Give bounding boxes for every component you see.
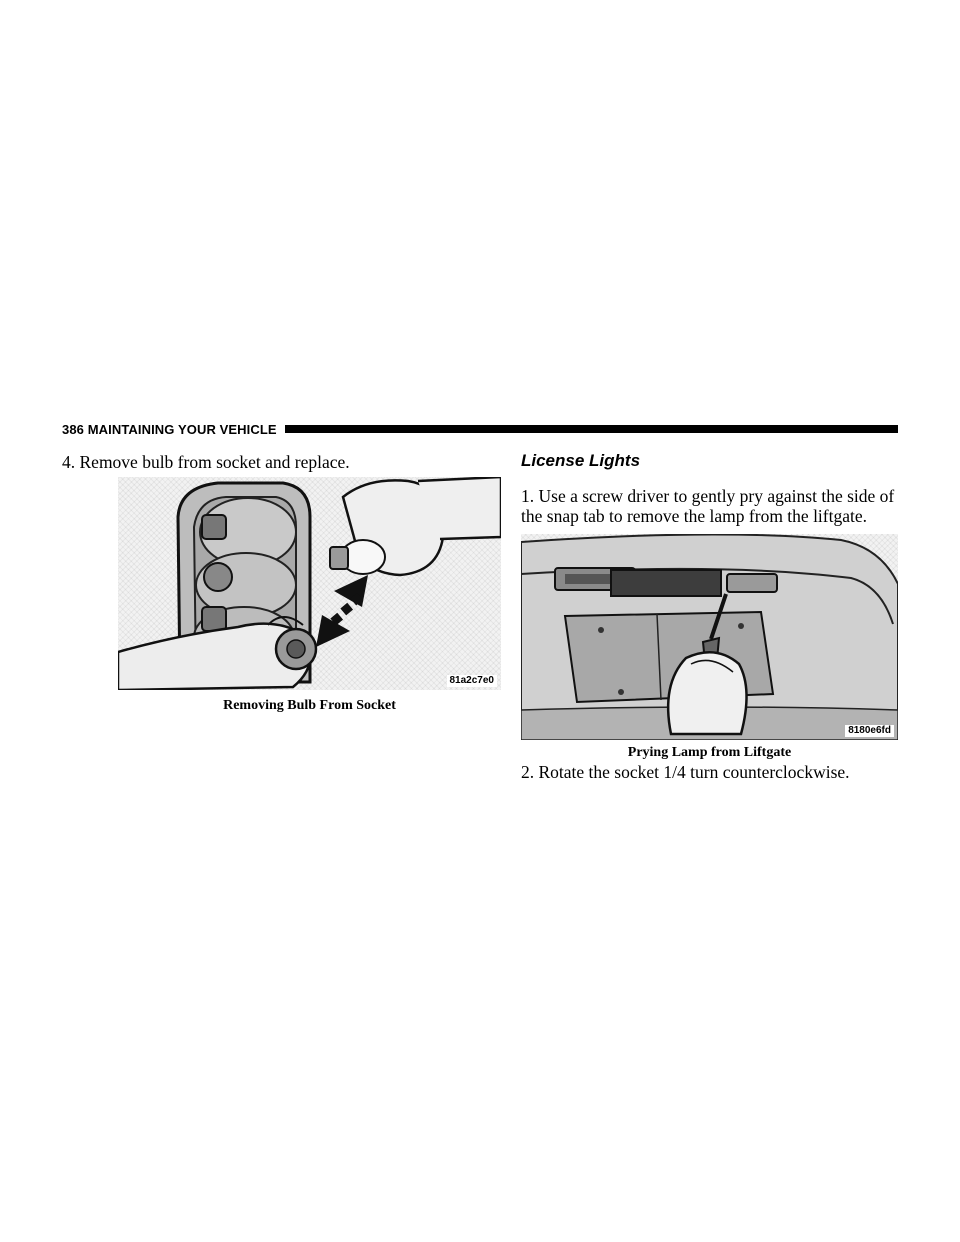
figure-caption: Prying Lamp from Liftgate	[627, 745, 792, 760]
step-2-text: 2. Rotate the socket 1/4 turn counterclockwise.	[521, 762, 850, 782]
step-4-text: 4. Remove bulb from socket and replace.	[62, 452, 350, 472]
removing-bulb-illustration	[118, 477, 501, 690]
liftgate-drawing	[521, 534, 898, 740]
section-title: License Lights	[521, 451, 641, 470]
step-1-text: 1. Use a screw driver to gently pry against the side of the snap tab to remove the lamp from the liftgate.	[521, 486, 895, 526]
figure-id-label: 81a2c7e0	[447, 675, 498, 687]
figure-caption: Removing Bulb From Socket	[223, 698, 396, 713]
header-rule	[285, 425, 898, 433]
figure-id-label: 8180e6fd	[845, 725, 894, 737]
prying-lamp-illustration	[521, 534, 898, 740]
page-header	[62, 421, 898, 437]
page-header-title: 386 MAINTAINING YOUR VEHICLE	[62, 421, 277, 437]
bulb-socket-drawing	[118, 477, 501, 690]
